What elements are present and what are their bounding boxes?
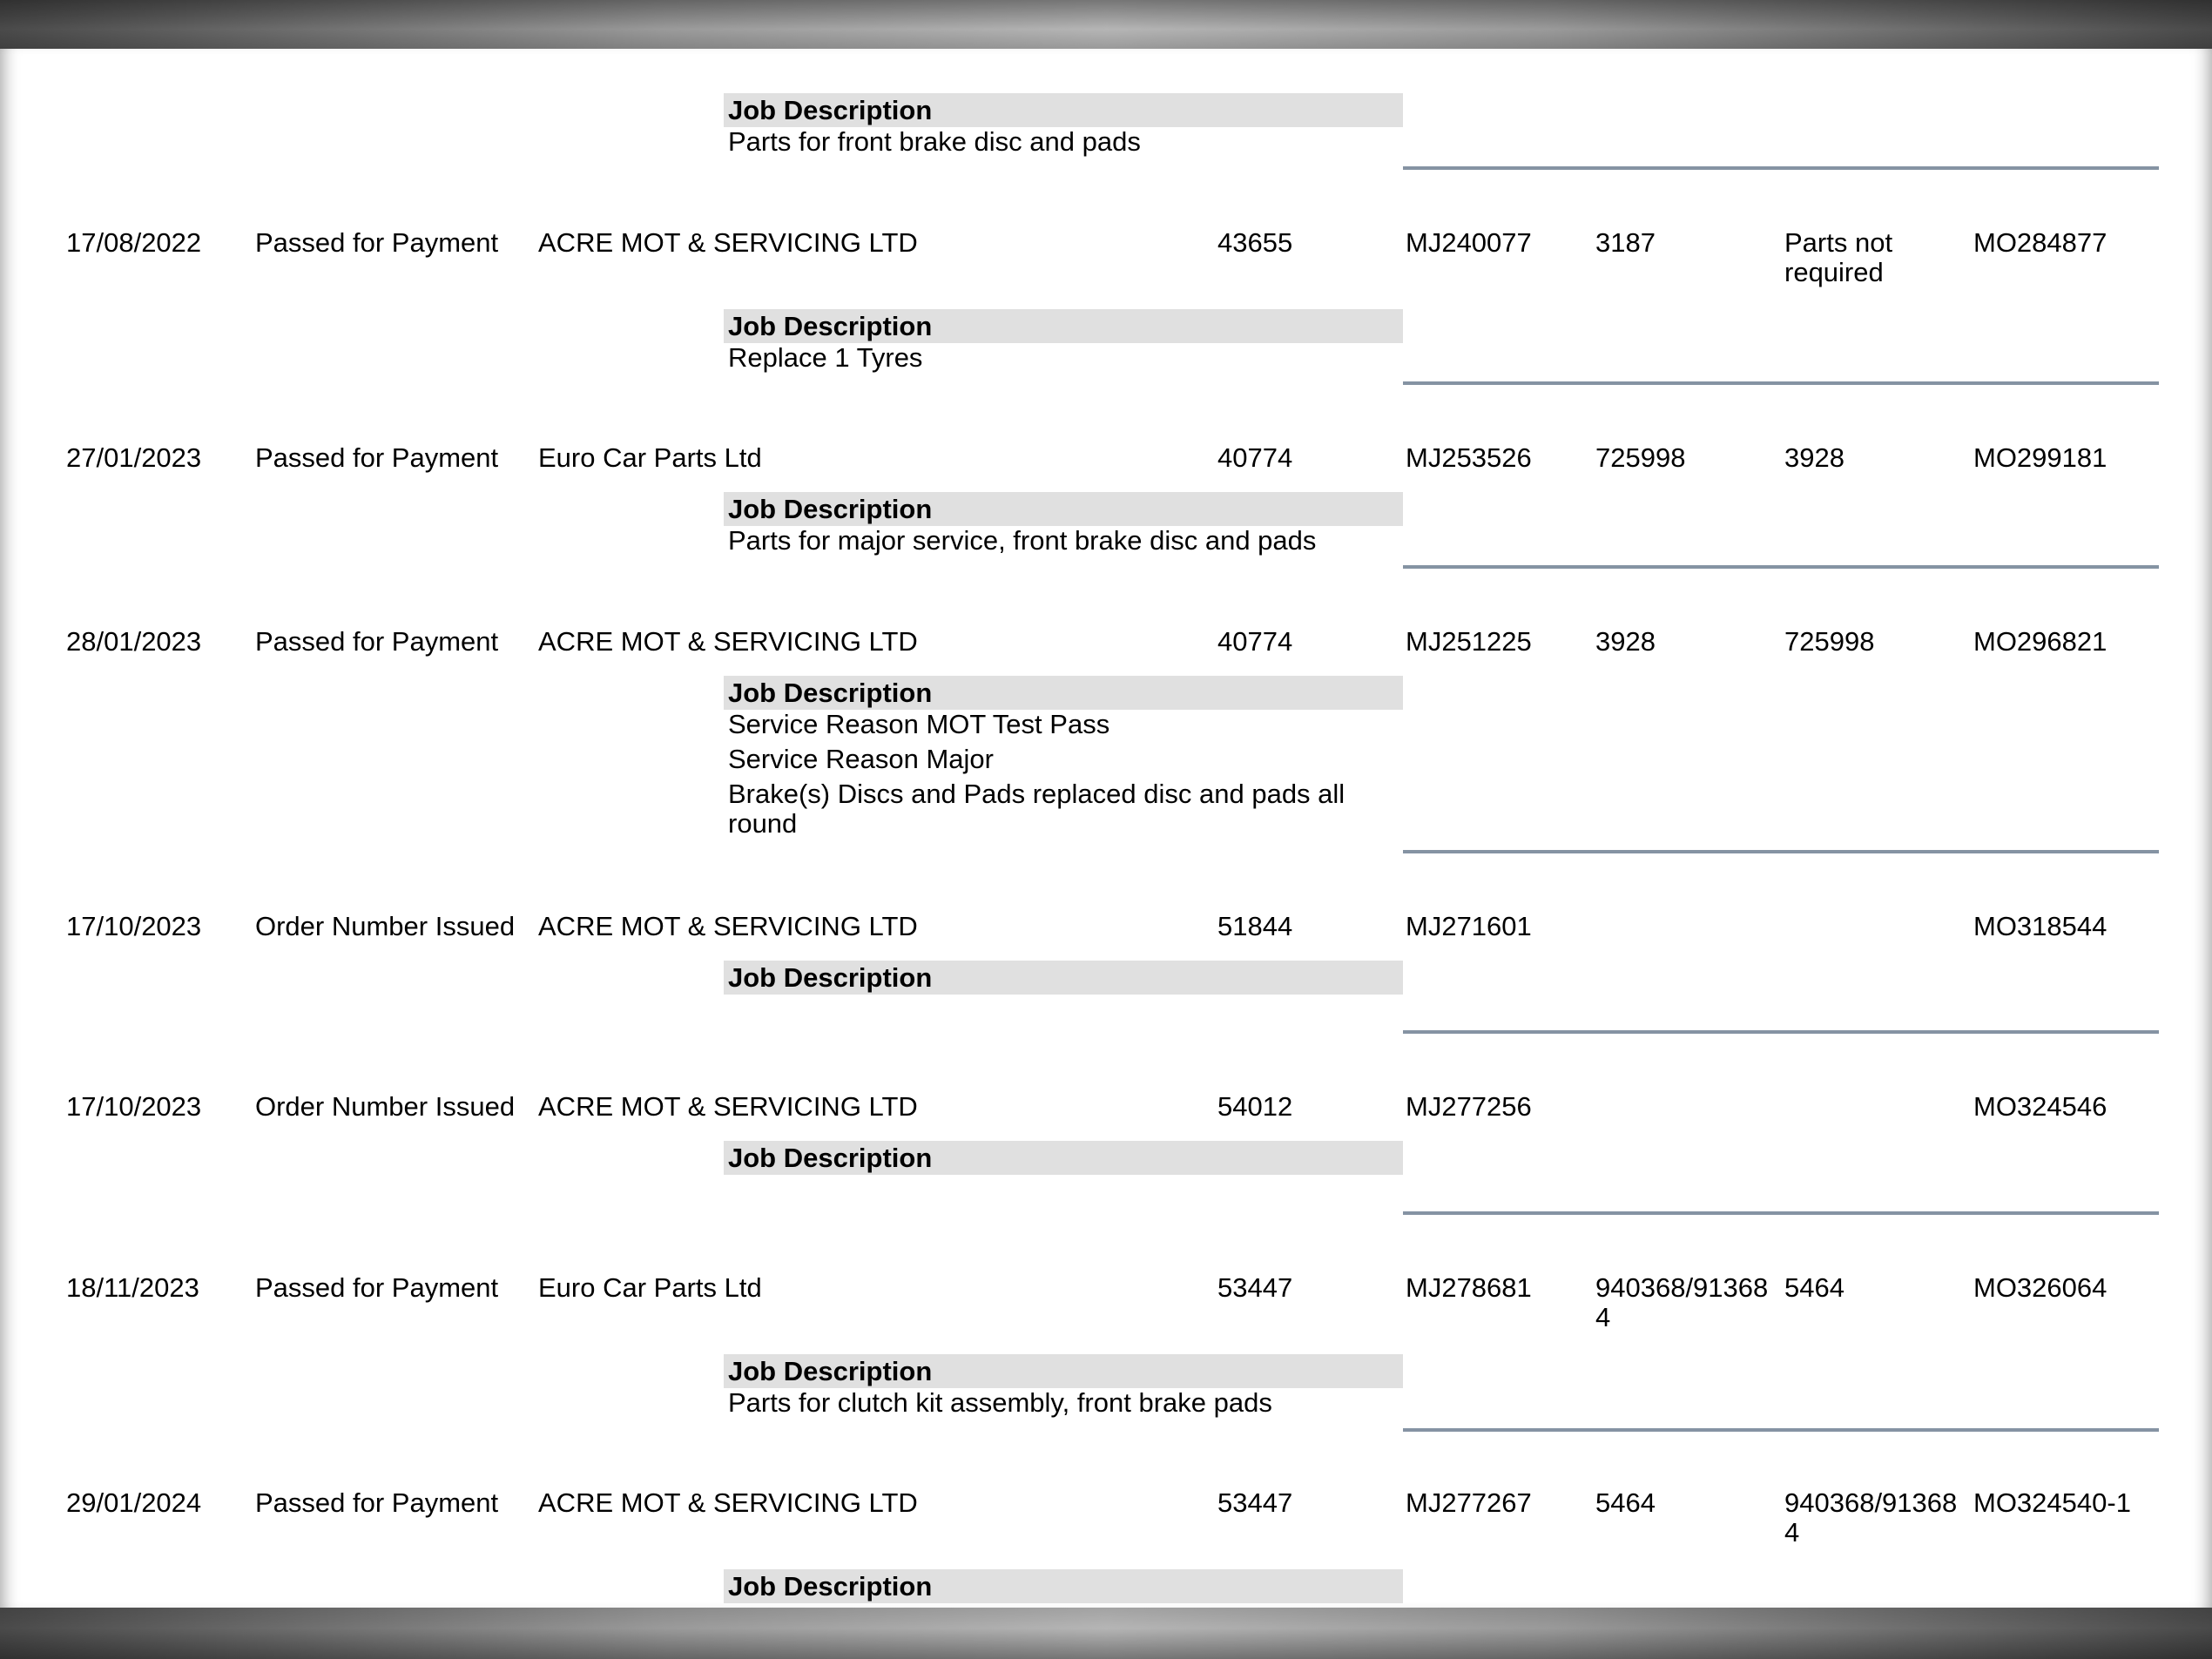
- record-mileage: 40774: [1217, 442, 1293, 473]
- job-description-text: Parts for front brake disc and pads: [728, 126, 1141, 157]
- record-col7: 725998: [1784, 626, 1875, 657]
- record-col7: Parts not required: [1784, 227, 1893, 287]
- record-mileage: 54012: [1217, 1091, 1293, 1122]
- record-supplier: Euro Car Parts Ltd: [538, 442, 762, 473]
- record-status: Order Number Issued: [255, 911, 516, 941]
- row-separator: [1403, 850, 2159, 853]
- row-separator: [1403, 166, 2159, 170]
- row-separator: [1403, 1030, 2159, 1034]
- record-mileage: 51844: [1217, 911, 1293, 941]
- record-supplier: ACRE MOT & SERVICING LTD: [538, 626, 918, 657]
- row-separator: [1403, 381, 2159, 385]
- job-description-text: Service Reason Major: [728, 744, 994, 774]
- record-mj-ref: MJ240077: [1406, 227, 1532, 258]
- record-col7: 940368/913684: [1784, 1487, 1958, 1548]
- viewer-bottom-bar: [0, 1608, 2212, 1659]
- job-description-heading: Job Description: [724, 93, 1403, 127]
- record-date: 17/10/2023: [66, 1091, 202, 1122]
- job-description-text: Service Reason MOT Test Pass: [728, 709, 1110, 739]
- record-status: Passed for Payment: [255, 227, 499, 258]
- record-status: Passed for Payment: [255, 1487, 499, 1518]
- record-order-ref: MO284877: [1973, 227, 2107, 258]
- record-col7: 5464: [1784, 1272, 1844, 1303]
- record-mj-ref: MJ253526: [1406, 442, 1532, 473]
- record-date: 18/11/2023: [66, 1272, 199, 1303]
- record-status: Passed for Payment: [255, 442, 499, 473]
- record-status: Order Number Issued: [255, 1091, 516, 1122]
- record-col6: 940368/913684: [1595, 1272, 1769, 1332]
- job-description-heading: Job Description: [724, 1141, 1403, 1175]
- record-mj-ref: MJ278681: [1406, 1272, 1532, 1303]
- record-date: 29/01/2024: [66, 1487, 202, 1518]
- record-col6: 5464: [1595, 1487, 1656, 1518]
- job-description-text: Parts for major service, front brake disc and pads: [728, 525, 1317, 556]
- record-status: Passed for Payment: [255, 626, 499, 657]
- record-supplier: ACRE MOT & SERVICING LTD: [538, 1091, 918, 1122]
- record-col7: 3928: [1784, 442, 1844, 473]
- row-separator: [1403, 565, 2159, 569]
- record-status: Passed for Payment: [255, 1272, 499, 1303]
- record-date: 17/10/2023: [66, 911, 202, 941]
- record-order-ref: MO296821: [1973, 626, 2107, 657]
- record-mileage: 53447: [1217, 1272, 1293, 1303]
- record-mj-ref: MJ271601: [1406, 911, 1532, 941]
- job-description-heading: Job Description: [724, 1354, 1403, 1388]
- record-order-ref: MO299181: [1973, 442, 2107, 473]
- record-mileage: 43655: [1217, 227, 1293, 258]
- record-date: 28/01/2023: [66, 626, 202, 657]
- job-description-heading: Job Description: [724, 961, 1403, 995]
- row-separator: [1403, 1211, 2159, 1215]
- record-order-ref: MO326064: [1973, 1272, 2107, 1303]
- job-description-heading: Job Description: [724, 309, 1403, 343]
- record-supplier: ACRE MOT & SERVICING LTD: [538, 1487, 918, 1518]
- job-description-heading: Job Description: [724, 1569, 1403, 1603]
- record-supplier: ACRE MOT & SERVICING LTD: [538, 227, 918, 258]
- record-supplier: ACRE MOT & SERVICING LTD: [538, 911, 918, 941]
- job-description-text: Parts for clutch kit assembly, front brake pads: [728, 1387, 1272, 1418]
- record-mj-ref: MJ251225: [1406, 626, 1532, 657]
- record-date: 17/08/2022: [66, 227, 202, 258]
- record-col6: 725998: [1595, 442, 1686, 473]
- record-mileage: 40774: [1217, 626, 1293, 657]
- job-description-heading: Job Description: [724, 676, 1403, 710]
- record-mj-ref: MJ277267: [1406, 1487, 1532, 1518]
- job-description-text: Brake(s) Discs and Pads replaced disc and pads all round: [728, 779, 1345, 839]
- record-date: 27/01/2023: [66, 442, 202, 473]
- row-separator: [1403, 1428, 2159, 1432]
- record-mj-ref: MJ277256: [1406, 1091, 1532, 1122]
- record-col6: 3187: [1595, 227, 1656, 258]
- viewer-top-bar: [0, 0, 2212, 49]
- record-col6: 3928: [1595, 626, 1656, 657]
- record-supplier: Euro Car Parts Ltd: [538, 1272, 762, 1303]
- job-description-heading: Job Description: [724, 492, 1403, 526]
- record-order-ref: MO324540-1: [1973, 1487, 2131, 1518]
- record-order-ref: MO324546: [1973, 1091, 2107, 1122]
- job-description-text: Replace 1 Tyres: [728, 342, 923, 373]
- record-order-ref: MO318544: [1973, 911, 2107, 941]
- record-mileage: 53447: [1217, 1487, 1293, 1518]
